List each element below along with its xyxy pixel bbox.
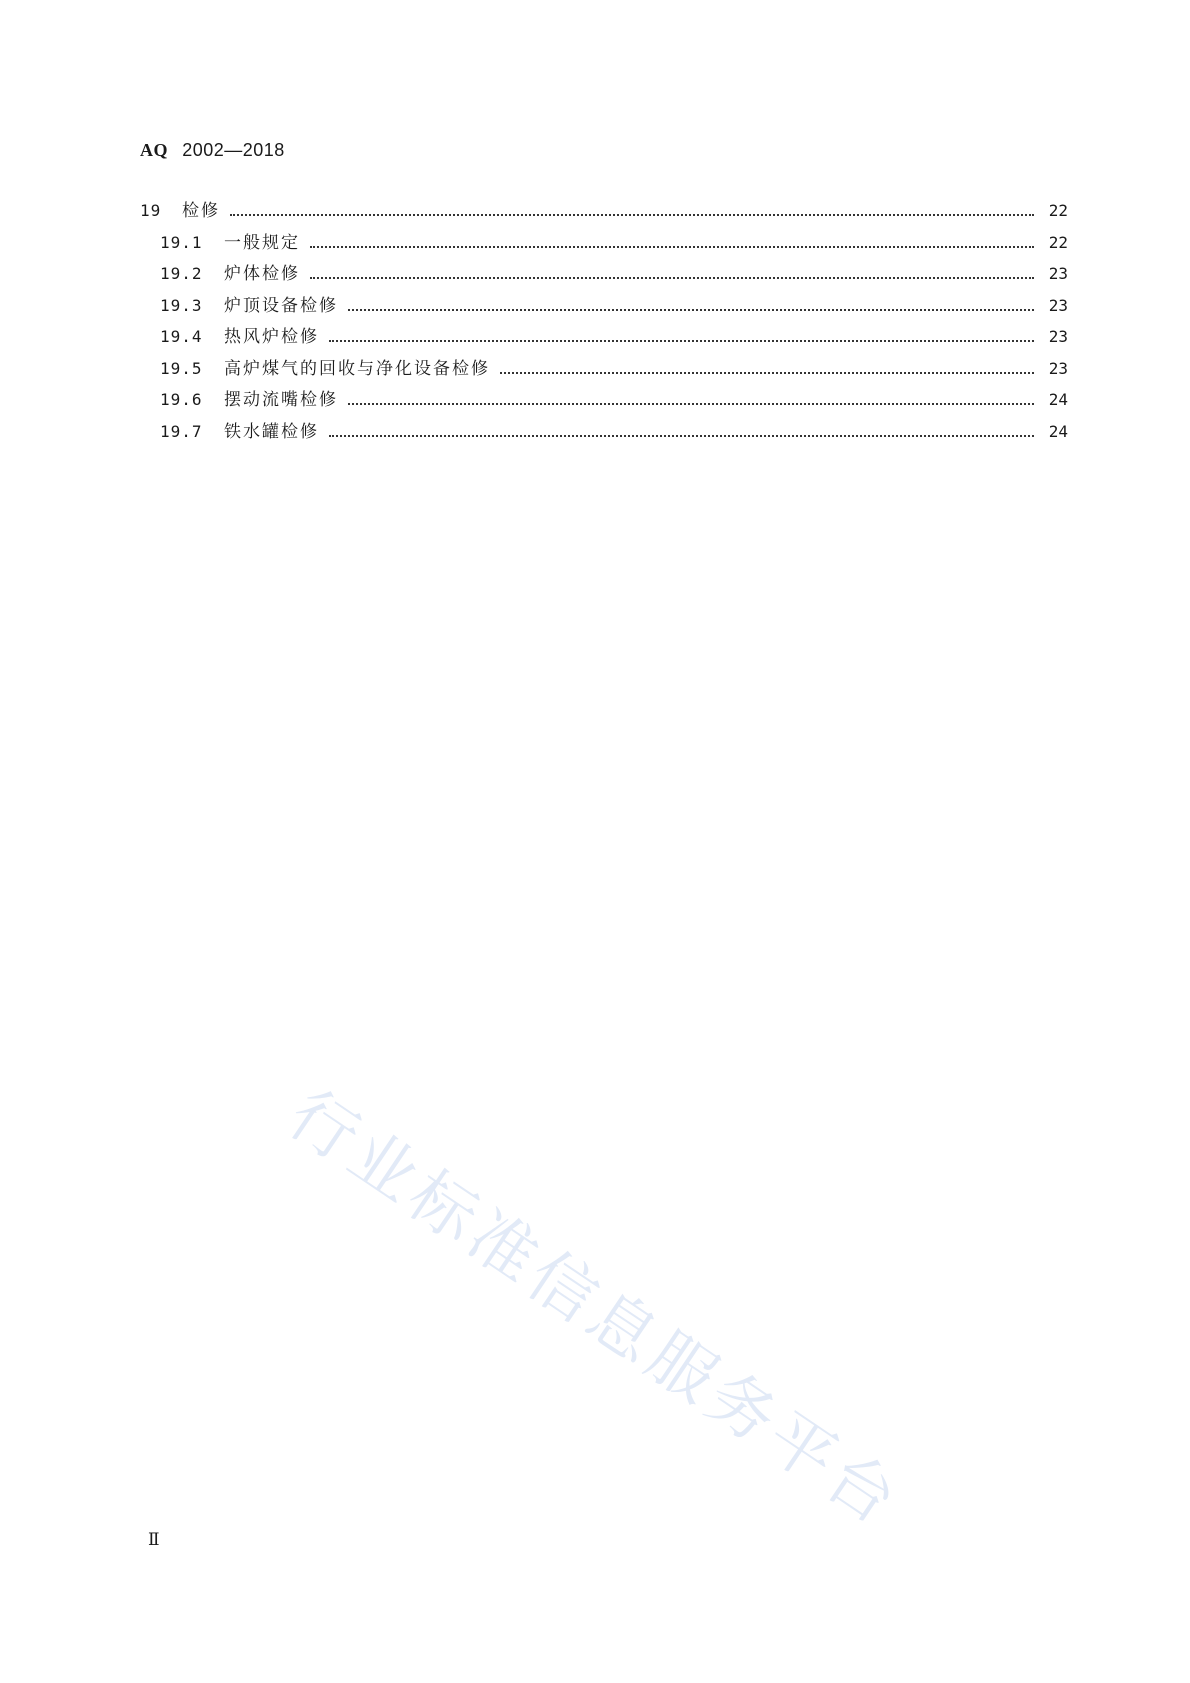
toc-leader-dots (230, 214, 1034, 216)
toc-entry-page: 23 (1048, 295, 1068, 315)
toc-entry-page: 23 (1048, 327, 1068, 346)
toc-entry-19-2[interactable] (140, 259, 1068, 291)
page-number: Ⅱ (148, 1530, 160, 1550)
toc-entry-number: 19.1 (160, 232, 203, 252)
document-code-number: 2002—2018 (182, 140, 285, 160)
toc-entry-19-7[interactable] (140, 417, 1068, 449)
toc-leader-dots (500, 372, 1034, 374)
toc-entry-page: 23 (1048, 358, 1068, 378)
toc-entry-title: 热风炉检修 (224, 327, 319, 347)
toc-entry-number: 19.3 (160, 295, 203, 315)
toc-entry-19-6[interactable] (140, 385, 1068, 417)
document-code-prefix: AQ (140, 140, 168, 160)
toc-entry-19-3[interactable] (140, 291, 1068, 323)
document-code (140, 140, 285, 161)
toc-entry-page: 22 (1048, 232, 1068, 252)
toc-entry-19-4[interactable] (140, 322, 1068, 354)
toc-entry-title: 铁水罐检修 (224, 421, 319, 442)
toc-entry-19-1[interactable] (140, 228, 1068, 260)
toc-entry-number: 19.5 (160, 358, 203, 378)
toc-entry-page: 24 (1048, 421, 1068, 441)
toc-leader-dots (329, 435, 1034, 437)
toc-entry-number: 19.4 (160, 327, 203, 346)
toc-entry-19[interactable] (140, 196, 1068, 228)
toc-entry-title: 高炉煤气的回收与净化设备检修 (224, 358, 490, 379)
toc-entry-title: 炉体检修 (224, 264, 300, 284)
toc-entry-page: 23 (1048, 264, 1068, 283)
toc-leader-dots (310, 246, 1034, 248)
toc-entry-title: 炉顶设备检修 (224, 295, 338, 316)
watermark: 行业标准信息服务平台 (275, 1075, 916, 1543)
toc-entry-page: 22 (1048, 201, 1068, 220)
toc-entry-title: 检修 (182, 201, 220, 221)
toc-entry-page: 24 (1048, 390, 1068, 409)
toc-leader-dots (348, 309, 1034, 311)
toc-entry-number: 19.7 (160, 421, 203, 441)
toc-entry-title: 一般规定 (224, 232, 300, 253)
toc-entry-number: 19 (140, 201, 162, 220)
toc-entry-number: 19.2 (160, 264, 203, 283)
toc-entry-title: 摆动流嘴检修 (224, 390, 338, 410)
toc-entry-19-5[interactable] (140, 354, 1068, 386)
toc-entry-number: 19.6 (160, 390, 203, 409)
toc-leader-dots (348, 403, 1034, 405)
table-of-contents (140, 196, 1068, 448)
toc-leader-dots (310, 277, 1034, 279)
toc-leader-dots (329, 340, 1034, 342)
